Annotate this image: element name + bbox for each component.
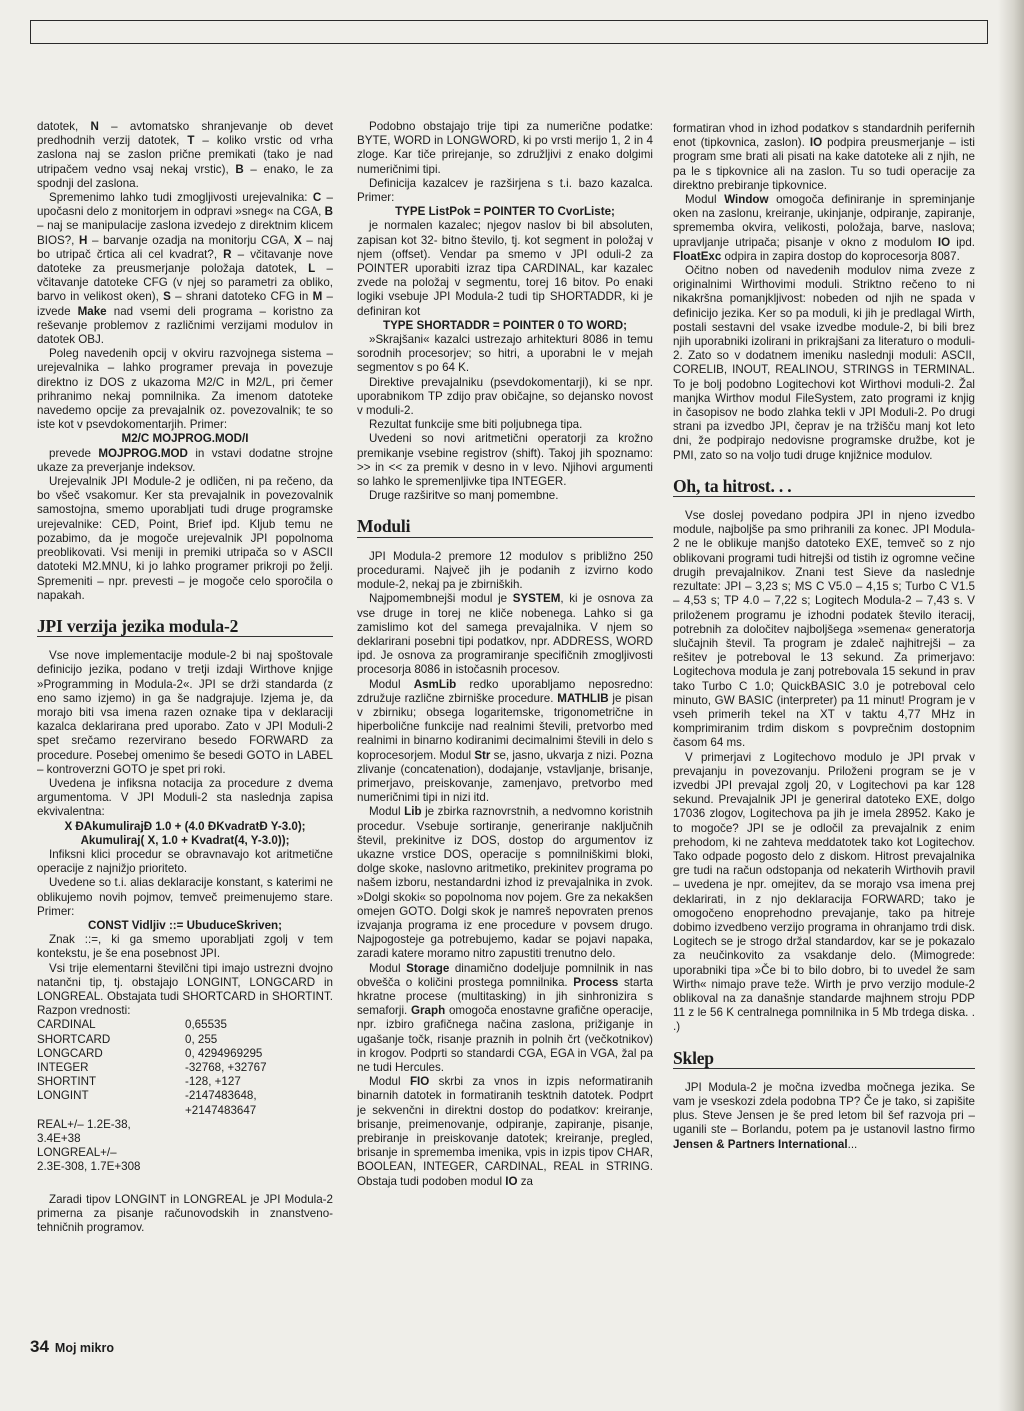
paragraph: Modul Storage dinamično dodeljuje pomnilnik in nas obvešča o količini prostega pomnilnika. Process starta hkratne procese (multitasking) in jih sinhronizira s semaforji. Graph omogoča enostavne grafične operacije, npr. izbiro grafičnega načina zaslona, prižiganje in ugašanje točk, risanje praznih in polnih črt (večkotnikov) in krogov. Podprti so standardi CGA, EGA in VGA, žal pa ne tudi Hercules. — [357, 961, 654, 1074]
paragraph: Direktive prevajalniku (psevdokomentarji), ki se npr. uporabnikom TP zdijo prav običajne, so dejansko novost v moduli-2. — [357, 375, 653, 418]
real-range: 3.4E+38 — [37, 1132, 81, 1146]
type-range: +2147483647 — [185, 1103, 257, 1117]
paragraph: Modul FIO skrbi za vnos in izpis neformatiranih binarnih datotek in formatiranih tesktnih datotek. Podprt je sekvenčni in direktni dostop do podatkov: kreiranje, brisanje, preimenovanje, odpiranje, zapiranje, pisanje, prebiranje in preiskovanje datotek; kreiranje, pregled, brisanje in sprememba imenika, vpis in izpis tipov CHAR, BOOLEAN, INTEGER, CARDINAL, REAL in STRING. Obstaja tudi podoben modul IO za — [357, 1075, 653, 1188]
paragraph: Urejevalnik JPI Module-2 je odličen, ni pa rečeno, da bo všeč vsakomur. Ker sta prevajalnik in povezovalnik samostojna, smemo uporabljati tudi druge programske urejevalnike: CED, Point, Brief ipd. Kljub temu ne pozabimo, da je mogoče urejevalnik JPI popolnoma preoblikovati. Vsi meniji in premiki utripača so v ASCII datoteki M2.MNU, ki jo lahko programer prikroji po želji. Spremeniti – npr. prevesti – je mogoče celo sporočila o napakah. — [37, 475, 333, 602]
paragraph: Vsi trije elementarni številčni tipi imajo ustrezni dvojno natančni tip, tj. obstajajo LONGINT, LONGCARD in LONGREAL. Obstajata tudi SHORTCARD in SHORTINT. Razpon vrednosti: — [37, 961, 333, 1018]
type-name: LONGCARD — [37, 1046, 103, 1060]
type-range: 0, 255 — [185, 1032, 218, 1046]
column-1 — [37, 120, 333, 1235]
type-name: INTEGER — [37, 1061, 89, 1074]
section-heading: Sklep — [673, 1051, 975, 1069]
paragraph: Vse doslej povedano podpira JPI in njeno izvedbo module, najboljše pa smo prihranili za konec. JPI Modula-2 ne le oblikuje manjšo datoteko EXE, temveč so z njo oblikovani programi tudi hitrejši od tistih iz ogromne večine drugih prevajalnikov. Znani test Sieve da naslednje rezultate: JPI – 3,23 s; MS C V5.0 – 4,15 s; Turbo C V1.5 – 4,53 s; TP 4.0 – 7,22 s; Logitech Modula-2 – 7,43 s. V priloženem programu je izhodni podatek število iteracij, potrebnih za določitev najboljšega »semena« generatorja slučajnih števil. Ta program je zdaleč najhitrejši – za rešitev je potreboval le 13 sekund. Za primerjavo: Logitechova modula je zanj potrebovala 15 sekund in prav tako Turbo C 1.0; QuickBASIC 3.0 je potreboval celo minuto, GW BASIC (interpreter) pa 11 minut! Program je v vseh primerih tekel na XT v taktu 4,77 MHz in komprimiranim trdim diskom s povprečnim dostopnim časom 64 ms. — [673, 509, 975, 750]
section-heading: Oh, ta hitrost. . . — [673, 479, 975, 497]
header-frame — [30, 20, 988, 44]
type-range: -32768, +32767 — [185, 1061, 267, 1074]
paragraph: Poleg navedenih opcij v okviru razvojnega sistema – urejevalnika – lahko programer prevaja in povezuje direktno iz DOS z ukazoma M2/C in M2/L, pri čemer prihranimo nekaj pomnilnika. Za imenom datoteke navedemo opcije za prevajalnik oz. povezovalnik; te so iste kot v psevdokomentarjih. Primer: — [37, 347, 333, 432]
type-name: LONGINT — [37, 1089, 89, 1103]
paragraph: datotek, N – avtomatsko shranjevanje ob devet predhodnih verzij datotek, T – koliko vrstic od vrha zaslona naj se zaslon prične premikati (tako je nad utripačem vedno vsaj nekaj vrstic), B – enako, le za spodnji del zaslona. — [37, 120, 334, 190]
paragraph: V primerjavi z Logitechovo modulo je JPI prvak v prevajanju in povezovanju. Priloženi program se je v izvedbi JPI prevajal zgolj 20, v Logitechovi pa kar 128 sekund. Prevajalnik JPI je generiral datoteko EXE, dolgo 17036 zlogov, Logitechova pa jih je imela 28952. Kako je to mogoče? JPI se je odločil za prevajalnik z enim prehodom, ki ne zahteva meddatotek tako kot Logitechov. Tako odpade pogosto delo z diskom. Hitrost prevajalnika gre tudi na račun odstopanja od nekaterih Wirthovih pravil – uvedena je npr. omejitev, da se morajo vsa imena prej deklarirati, in z njo deklaracija FORWARD; tako je omogočeno enoprehodno prevajanje, tako pa hitreje dobimo izvedbeno verzijo programa in ohranjamo trdi disk. Logitech se je strogo držal standardov, kar se je pokazalo za neučinkovito za vsakdanje delo. (Mimogrede: uporabniki tipa »Če bi to bilo dobro, bi to uvedel že sam Wirth« nimajo prave teže. Wirth je prvo verzijo module-2 oblikoval na za današnje standarde majhnem stroju PDP 11 z le 56 K centralnega pomnilnika in 5 Mb trdega diska. . .) — [673, 750, 975, 1034]
paragraph: je normalen kazalec; njegov naslov bi bil absoluten, zapisan kot 32- bitno število, tj. kot segment in položaj v njem (offset). Vendar pa smemo v JPI oduli-2 za POINTER uporabiti izraz tipa CARDINAL, kar kazalec zvede na položaj v segmentu, torej 16 bitov. Po enaki logiki vsebuje JPI Modula-2 tudi tip SHORTADDR, ki je definiran kot — [357, 219, 653, 318]
real-range: REAL+/– 1.2E-38, — [37, 1117, 131, 1131]
paragraph: Podobno obstajajo trije tipi za numerične podatke: BYTE, WORD in LONGWORD, ki po vrsti merijo 1, 2 in 4 zloge. Kar tiče prirejanje, so združljivi z enako dolgimi numeričnimi tipi. — [357, 120, 653, 176]
code-line: Akumuliraj( X, 1.0 + Kvadrat(4, Y-3.0)); — [80, 833, 290, 847]
paragraph: Modul AsmLib redko uporabljamo neposredno: združuje različne zbirniške procedure. MATHLIB je pisan v zbirniku; obsega logaritemske, trigonometrične in hiperbolične funkcije nad realnimi števili, pretvorbo med realnimi in binarno kodiranimi decimalnimi števili in delo s koprocesorjem. Modul Str se, jasno, ukvarja z nizi. Pozna zlivanje (concatenation), dodajanje, vstavljanje, brisanje, primerjavo, preiskovanje, zamenjavo, pretvorbo med numeričnimi tipi in nizi itd. — [357, 677, 653, 805]
types-row — [37, 1104, 267, 1118]
type-range: -2147483648, — [185, 1089, 257, 1103]
code-line: CONST Vidljiv ::= UbuduceSkriven; — [87, 918, 283, 932]
longreal-range: LONGREAL+/– — [37, 1146, 117, 1160]
code-line: X ÐAkumulirajÐ 1.0 + (4.0 ÐKvadratÐ Y-3.0); — [64, 819, 306, 833]
longreal-range: 2.3E-308, 1.7E+308 — [37, 1160, 141, 1174]
paragraph: Očitno noben od navedenih modulov nima zveze z originalnimi Wirthovimi moduli. Striktno rečeno to ni nikakršna pomanjkljivost: nobeden od njih ne spada v definicijo jezika. Ker so pa moduli, ki jih je predlagal Wirth, postali sestavni del vsake izvedbe module-2, bi bili brez njih uporabniki izolirani in prikrajšani za literaturo o moduli- 2. Zato so v dodatnem imeniku naslednji moduli: ASCII, CORELIB, INOUT, REALINOU, STRINGS in TERMINAL. To je bolj podobno Logitechovi kot Wirthovi moduli-2. Žal manjka Wirthov modul FileSystem, zato programi iz knjig in časopisov ne bodo zlahka tekli v JPI Moduli-2. Po drugi strani pa izvedbo JPI, čeprav je na tržišču manj kot leto dni, že podpirajo nedovisne programske družbe, kot je PMI, zato so na voljo tudi druge knjižnice modulov. — [673, 264, 975, 462]
types-row — [37, 1061, 267, 1075]
types-row — [37, 1033, 267, 1047]
paragraph: Modul Lib je zbirka raznovrstnih, a nedvomno koristnih procedur. Vsebuje sortiranje, generiranje naključnih števil, prekinitve iz DOS, dostop do argumentov iz ukazne vrstice DOS, operacije s pomnilniškimi bloki, dolge skoke, naslovno aritmetiko, prekinitev programa po našem izboru, nestandardni izhod iz prevajalnika in zvok. »Dolgi skoki« so popolnoma nov pojem. Gre za nekakšen omejen GOTO. Dolgi skok je namreš nepovraten prenos izvajanja programa iz ene procedure v povsem drugo. Najpogosteje ga potrebujemo, kadar se pojavi napaka, zaradi katere moramo nitro zapustiti trenutno delo. — [357, 805, 653, 961]
paragraph: JPI Modula-2 premore 12 modulov s približno 250 procedurami. Največ jih je podanih z izvirno kodo module-2, nekaj pa je zbirniških. — [357, 549, 653, 592]
type-range: 0, 4294969295 — [185, 1046, 263, 1060]
code-line: TYPE ListPok = POINTER TO CvorListe; — [395, 205, 615, 219]
paragraph: Rezultat funkcije sme biti poljubnega tipa. — [369, 418, 583, 432]
paragraph: Najpomembnejši modul je SYSTEM, ki je osnova za vse druge in torej ne kliče nobenega. Lahko si ga zamislimo kot del samega prevajalnika. V njem so deklarirani posebni tipi podatkov, npr. ADDRESS, WORD ipd. Je osnova za programiranje specifičnih zmogljivosti procesorja 8086 in istočasnih procesov. — [357, 592, 653, 677]
paragraph: formatiran vhod in izhod podatkov s standardnih perifernih enot (tipkovnica, zaslon). IO podpira preusmerjanje – isti program sme brati ali pisati na kake datoteke ali z njih, ne pa le s tipkovnice ali na zaslon. Tu so tudi operacije za direktno prebiranje tipkovnice. — [673, 122, 975, 192]
paragraph: JPI Modula-2 je močna izvedba močnega jezika. Se vam je vseskozi zdela podobna TP? Če je tako, si zapišite plus. Steve Jensen je še pred letom bil šef razvoja pri – uganili ste – Borlandu, potem pa je ustanovil lastno firmo Jensen & Partners International... — [673, 1080, 975, 1151]
types-row — [37, 1047, 267, 1061]
paragraph: Zaradi tipov LONGINT in LONGREAL je JPI Modula-2 primerna za pisanje računovodskih in znanstveno-tehničnih programov. — [37, 1192, 333, 1235]
page-number: 34 — [30, 1337, 49, 1356]
paragraph: Uvedena je infiksna notacija za procedure z dvema argumentoma. V JPI Moduli-2 sta naslednja zapisa ekvivalentna: — [37, 776, 333, 819]
paragraph: Definicija kazalcev je razširjena s t.i. bazo kazalca. Primer: — [357, 176, 653, 205]
type-range: 0,65535 — [185, 1018, 227, 1032]
type-range: -128, +127 — [185, 1075, 241, 1089]
section-heading: Moduli — [357, 519, 653, 537]
type-name — [37, 1104, 185, 1118]
paragraph: Vse nove implementacije module-2 bi naj spoštovale definicijo jezika, podano v tretji izdaji Wirthove knjige »Programming in Modula-2«. JPI se drži standarda (z eno samo izjemo) in ga še nadgrajuje. Izjema je, da morajo biti vsa imena razen oznake tipa v deklaraciji kazalca deklarirana pred uporabo. Zato v JPI Moduli-2 spet srečamo rezervirano besedo FORWARD za procedure. Posebej omenimo še besedi GOTO in LABEL – kontroverzni GOTO je spet pri roki. — [37, 649, 333, 776]
types-row — [37, 1018, 267, 1032]
paragraph: »Skrajšani« kazalci ustrezajo arhitekturi 8086 in temu sorodnih procesorjev; so hitri, a uporabni le v mejah segmentov s po 64 K. — [357, 333, 653, 375]
page-edge-shadow — [998, 0, 1024, 1411]
paragraph: prevede MOJPROG.MOD in vstavi dodatne strojne ukaze za preverjanje indeksov. — [37, 446, 333, 474]
paragraph: Znak ::=, ki ga smemo uporabljati zgolj v tem kontekstu, je še ena posebnost JPI. — [37, 933, 333, 961]
types-row — [37, 1075, 267, 1089]
column-2 — [357, 120, 653, 1189]
paragraph: Modul Window omogoča definiranje in spreminjanje oken na zaslonu, kreiranje, ukinjanje, odpiranje, zapiranje, sprememba okvira, velikosti, položaja, barve, naslova; upravljanje utripača; pisanje v okno z modulom IO ipd. FloatExc odpira in zapira dostop do koprocesorja 8087. — [673, 193, 976, 263]
code-line: TYPE SHORTADDR = POINTER 0 TO WORD; — [382, 318, 628, 332]
page-footer — [30, 1337, 114, 1357]
code-line: M2/C MOJPROG.MOD/I — [121, 432, 249, 446]
type-name: SHORTINT — [37, 1075, 97, 1089]
paragraph: Uvedene so t.i. alias deklaracije konstant, s katerimi ne oblikujemo novih pojmov, temveč preimenujemo stare. Primer: — [37, 876, 333, 918]
types-table — [37, 1018, 267, 1117]
paragraph: Infiksni klici procedur se obravnavajo kot aritmetične operacije z najnižjo prioriteto. — [37, 847, 333, 876]
type-name: CARDINAL — [37, 1018, 96, 1032]
paragraph: Druge razširitve so manj pomembne. — [369, 489, 559, 503]
column-3 — [673, 122, 975, 1152]
magazine-name: Moj mikro — [54, 1341, 114, 1355]
section-heading: JPI verzija jezika modula-2 — [37, 619, 333, 637]
paragraph: Uvedeni so novi aritmetični operatorji za krožno premikanje vsebine registrov (shift). Takoj jih spoznamo: >> in << za premik v desno in v levo. Njihovi argumenti so lahko le spremenljivke tipa INTEGER. — [357, 432, 653, 489]
type-name: SHORTCARD — [37, 1032, 111, 1046]
paragraph: Spremenimo lahko tudi zmogljivosti urejevalnika: C – upočasni delo z monitorjem in odpravi »sneg« na CGA, B – naj se manipulacije zaslona izvedejo z direktnim klicem BIOS?, H – barvanje ozadja na monitorju CGA, X – naj bo utripač črtica ali cel kvadrat?, R – včitavanje nove datoteke za preusmerjanje položaja datotek, L – včitavanje datoteke CFG (v njej so parametri za obliko, barvo in velikost oken), S – shrani datoteko CFG in M – izvede Make nad vsemi deli programa – koristno za reševanje problemov z različnimi verzijami modulov in datotek OBJ. — [37, 191, 334, 347]
types-row — [37, 1089, 267, 1103]
